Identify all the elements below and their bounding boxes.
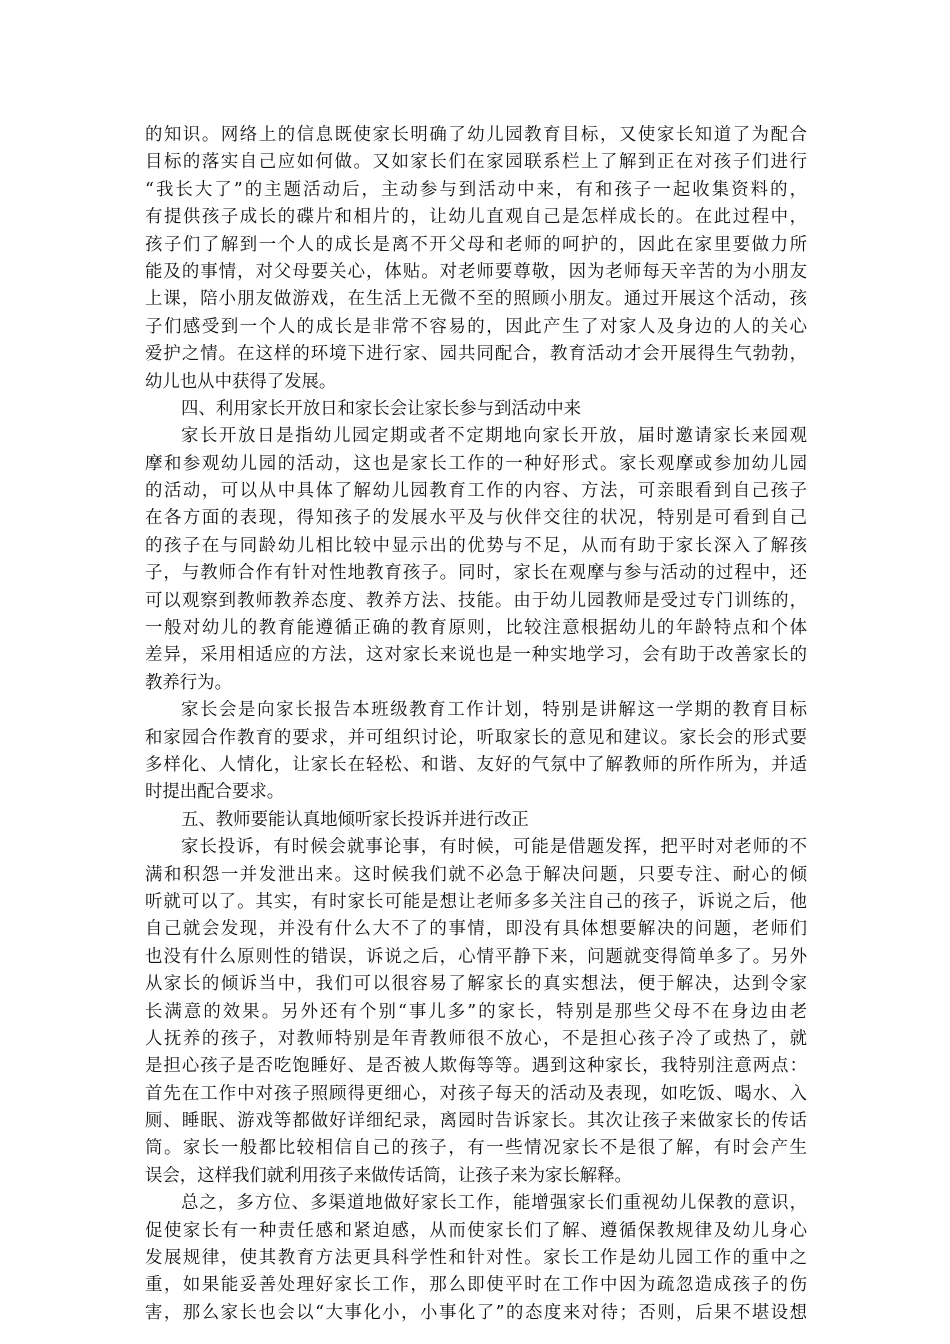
- text-line: “我长大了”的主题活动后，主动参与到活动中来，有和孩子一起收集资料的，: [145, 179, 807, 200]
- text-line: 摩和参观幼儿园的活动，这也是家长工作的一种好形式。家长观摩或参加幼儿园: [145, 453, 807, 474]
- text-line: 能及的事情，对父母要关心，体贴。对老师要尊敬，因为老师每天辛苦的为小朋友: [145, 261, 807, 282]
- text-line: 满和积怨一并发泄出来。这时候我们就不必急于解决问题，只要专注、耐心的倾: [145, 864, 807, 885]
- text-line: 多样化、人情化，让家长在轻松、和谐、友好的气氛中了解教师的所作所为，并适: [145, 754, 807, 775]
- text-line: 促使家长有一种责任感和紧迫感，从而使家长们了解、遵循保教规律及幼儿身心: [145, 1220, 807, 1241]
- text-line: 害，那么家长也会以“大事化小，小事化了”的态度来对待；否则，后果不堪设想: [145, 1302, 807, 1323]
- text-line: 目标的落实自己应如何做。又如家长们在家园联系栏上了解到正在对孩子们进行: [145, 152, 807, 173]
- text-line: 四、利用家长开放日和家长会让家长参与到活动中来: [181, 398, 581, 419]
- text-line: 爱护之情。在这样的环境下进行家、园共同配合，教育活动才会开展得生气勃勃，: [145, 344, 807, 365]
- text-line: 总之，多方位、多渠道地做好家长工作，能增强家长们重视幼儿保教的意识，: [181, 1193, 807, 1214]
- text-line: 误会，这样我们就利用孩子来做传话筒，让孩子来为家长解释。: [145, 1165, 632, 1186]
- text-line: 听就可以了。其实，有时家长可能是想让老师多多关注自己的孩子，诉说之后，他: [145, 891, 807, 912]
- text-line: 差异，采用相适应的方法，这对家长来说也是一种实地学习，会有助于改善家长的: [145, 645, 807, 666]
- text-line: 的孩子在与同龄幼儿相比较中显示出的优势与不足，从而有助于家长深入了解孩: [145, 535, 807, 556]
- text-line: 有提供孩子成长的碟片和相片的，让幼儿直观自己是怎样成长的。在此过程中，: [145, 207, 807, 228]
- text-line: 厕、睡眠、游戏等都做好详细纪录，离园时告诉家长。其次让孩子来做家长的传话: [145, 1111, 807, 1132]
- text-line: 的活动，可以从中具体了解幼儿园教育工作的内容、方法，可亲眼看到自己孩子: [145, 481, 807, 502]
- text-line: 可以观察到教师教养态度、教养方法、技能。由于幼儿园教师是受过专门训练的，: [145, 590, 807, 611]
- text-line: 从家长的倾诉当中，我们可以很容易了解家长的真实想法，便于解决，达到令家: [145, 974, 807, 995]
- text-line: 子们感受到一个人的成长是非常不容易的，因此产生了对家人及身边的人的关心: [145, 316, 807, 337]
- text-line: 教养行为。: [145, 672, 232, 693]
- text-line: 子，与教师合作有针对性地教育孩子。同时，家长在观摩与参与活动的过程中，还: [145, 563, 807, 584]
- text-line: 五、教师要能认真地倾听家长投诉并进行改正: [181, 809, 529, 830]
- text-line: 自己就会发现，并没有什么大不了的事情，即没有具体想要解决的问题，老师们: [145, 919, 807, 940]
- text-line: 也没有什么原则性的错误，诉说之后，心情平静下来，问题就变得简单多了。另外: [145, 946, 807, 967]
- text-line: 和家园合作教育的要求，并可组织讨论，听取家长的意见和建议。家长会的形式要: [145, 727, 807, 748]
- text-line: 孩子们了解到一个人的成长是离不开父母和老师的呵护的，因此在家里要做力所: [145, 234, 807, 255]
- text-line: 的知识。网络上的信息既使家长明确了幼儿园教育目标，又使家长知道了为配合: [145, 125, 807, 145]
- text-line: 首先在工作中对孩子照顾得更细心，对孩子每天的活动及表现，如吃饭、喝水、入: [145, 1083, 807, 1104]
- text-line: 在各方面的表现，得知孩子的发展水平及与伙伴交往的状况，特别是可看到自己: [145, 508, 807, 529]
- text-line: 发展规律，使其教育方法更具科学性和针对性。家长工作是幼儿园工作的重中之: [145, 1248, 807, 1269]
- document-body: [145, 122, 807, 1327]
- text-line: 筒。家长一般都比较相信自己的孩子，有一些情况家长不是很了解，有时会产生: [145, 1138, 807, 1159]
- text-line: 上课，陪小朋友做游戏，在生活上无微不至的照顾小朋友。通过开展这个活动，孩: [145, 289, 807, 310]
- text-line: 家长投诉，有时候会就事论事，有时候，可能是借题发挥，把平时对老师的不: [181, 837, 807, 858]
- text-line: 一般对幼儿的教育能遵循正确的教育原则，比较注意根据幼儿的年龄特点和个体: [145, 618, 807, 639]
- text-line: 幼儿也从中获得了发展。: [145, 371, 337, 392]
- text-line: 是担心孩子是否吃饱睡好、是否被人欺侮等等。遇到这种家长，我特别注意两点：: [145, 1056, 807, 1077]
- text-line: 长满意的效果。另外还有个别“事儿多”的家长，特别是那些父母不在身边由老: [145, 1001, 807, 1022]
- text-line: 家长会是向家长报告本班级教育工作计划，特别是讲解这一学期的教育目标: [181, 700, 807, 721]
- text-line: 重，如果能妥善处理好家长工作，那么即使平时在工作中因为疏忽造成孩子的伤: [145, 1275, 807, 1296]
- text-line: 人抚养的孩子，对教师特别是年青教师很不放心，不是担心孩子冷了或热了，就: [145, 1028, 807, 1049]
- text-line: 时提出配合要求。: [145, 782, 285, 803]
- text-line: 家长开放日是指幼儿园定期或者不定期地向家长开放，届时邀请家长来园观: [181, 426, 807, 447]
